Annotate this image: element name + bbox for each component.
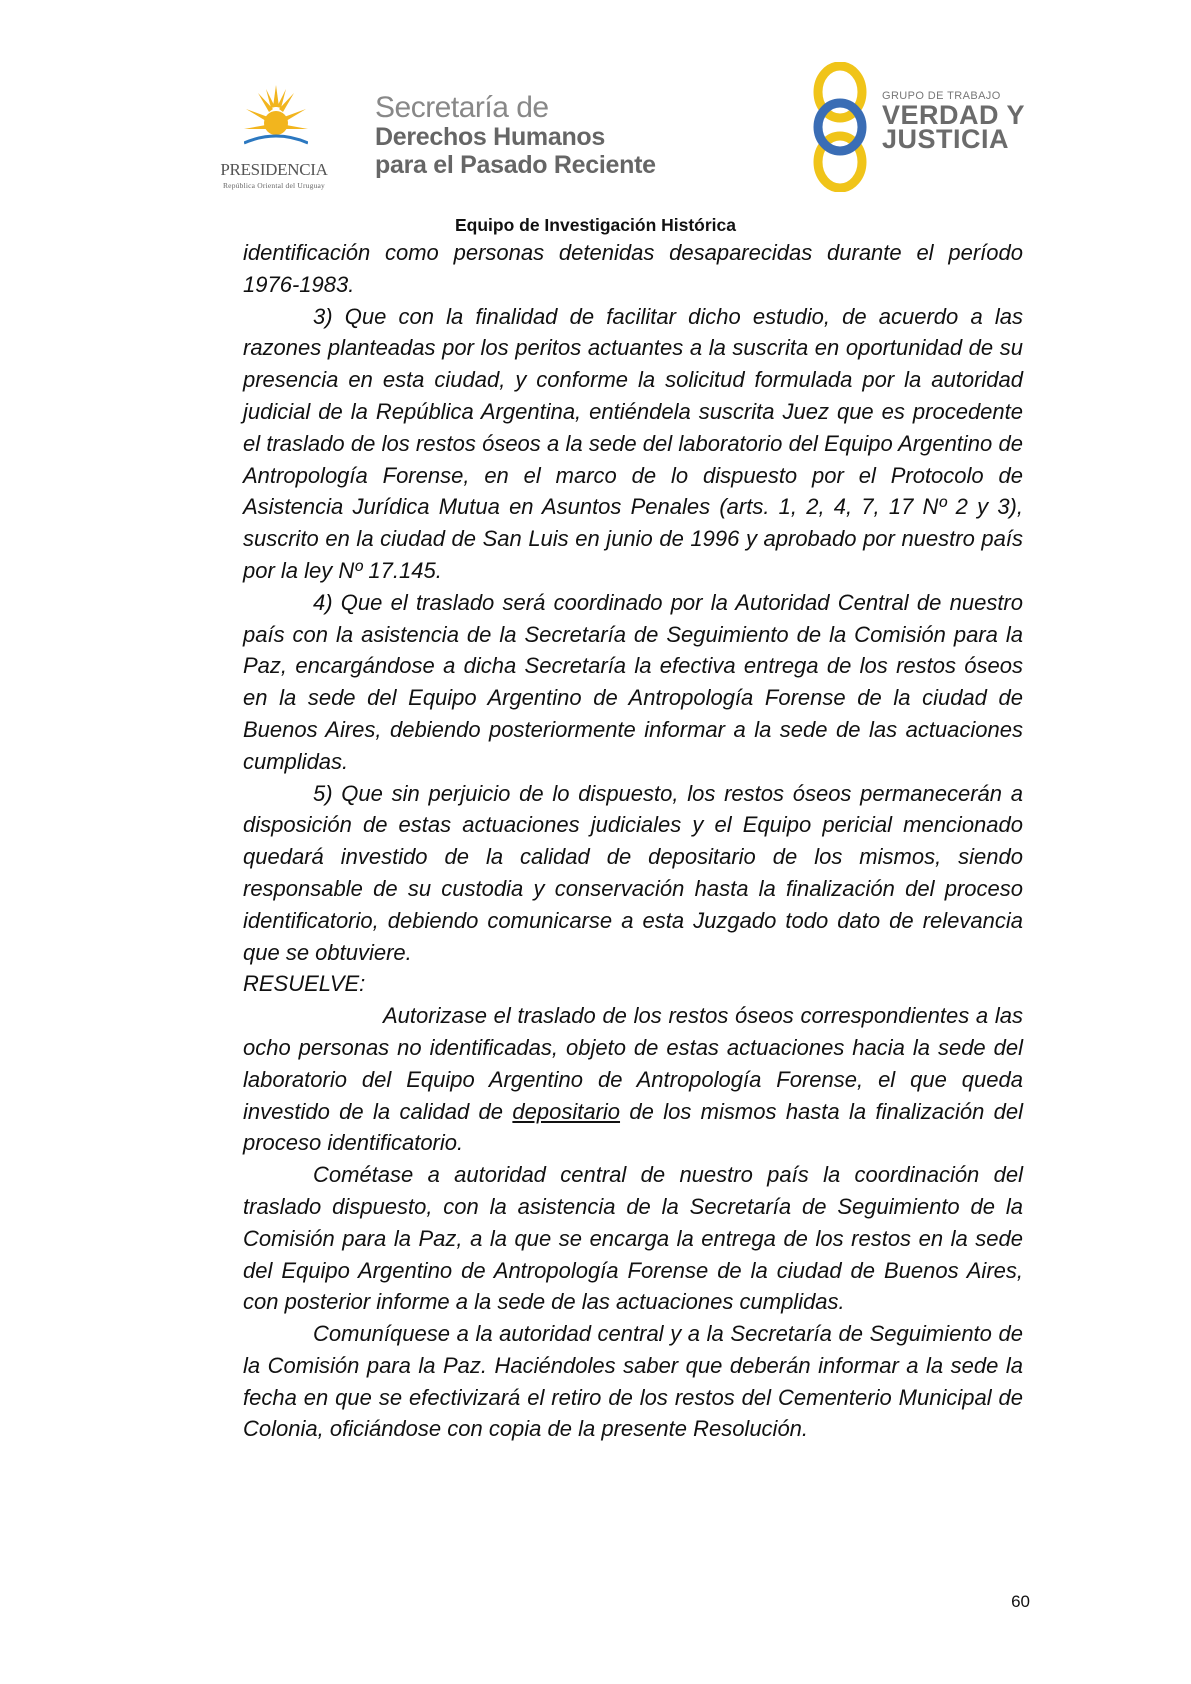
paragraph-5: 5) Que sin perjuicio de lo dispuesto, los restos óseos permanecerán a disposición de estas actuaciones judiciales y el Equipo pericial mencionado quedará investido de la calidad de depositario de los mismos, siendo responsable de su custodia y conservación hasta la finalización del proceso identificatorio, debiendo comunicarse a esta Juzgado todo dato de relevancia que se obtuviere.: [243, 780, 1023, 965]
secretaria-line3: para el Pasado Reciente: [375, 151, 656, 179]
presidencia-name: PRESIDENCIA: [220, 160, 328, 179]
paragraph-cometase: Cométase a autoridad central de nuestro país la coordinación del traslado dispuesto, con la asistencia de la Secretaría de Seguimiento de la Comisión para la Paz, a la que se encarga la entrega de los restos en la sede del Equipo Argentino de Antropología Forense de la ciudad de Buenos Aires, con posterior informe a la sede de las actuaciones cumplidas.: [243, 1162, 1023, 1315]
justicia-label: JUSTICIA: [882, 124, 1010, 154]
paragraph-3: 3) Que con la finalidad de facilitar dicho estudio, de acuerdo a las razones planteadas por los peritos actuantes a la suscrita en oportunidad de su presencia en esta ciudad, y conforme la solicitud formulada por la autoridad judicial de la República Argentina, entiéndela suscrita Juez que es procedente el traslado de los restos óseos a la sede del laboratorio del Equipo Argentino de Antropología Forense, en el marco de lo dispuesto por el Protocolo de Asistencia Jurídica Mutua en Asuntos Penales (arts. 1, 2, 4, 7, 17 Nº 2 y 3), suscrito en la ciudad de San Luis en junio de 1996 y aprobado por nuestro país por la ley Nº 17.145.: [243, 303, 1023, 583]
verdad-label: VERDAD Y: [882, 100, 1026, 130]
presidencia-subtitle: República Oriental del Uruguay: [222, 181, 325, 190]
autorizase-text-b: de los mismos hasta la finalización del proceso identificatorio.: [243, 1098, 1024, 1156]
chain-rings-icon: [810, 62, 870, 192]
paragraph-comuniquese: Comuníquese a la autoridad central y a la Secretaría de Seguimiento de la Comisión para la Paz. Haciéndoles saber que deberán informar a la sede la fecha en que se efectivizará el retiro de los restos del Cementerio Municipal de Colonia, oficiándose con copia de la presente Resolución.: [243, 1321, 1023, 1442]
page-header: [0, 55, 1191, 195]
paragraph-autorizase: [243, 1000, 1023, 1159]
verdad-justicia-logo: [810, 62, 1040, 192]
team-heading: Equipo de Investigación Histórica: [454, 215, 737, 235]
paragraph-continuation: identificación como personas detenidas desaparecidas durante el período 1976-1983.: [243, 240, 1023, 297]
presidencia-logo: [198, 85, 350, 190]
page-number: 60: [1011, 1592, 1030, 1611]
autorizase-text-a: Autorizase el traslado de los restos óseos correspondientes a las ocho personas no identificadas, objeto de estas actuaciones hacia la sede del laboratorio del Equipo Argentino de Antropología Forense, el que queda investido de la calidad de: [243, 1003, 1023, 1124]
resuelve-heading: RESUELVE:: [243, 971, 366, 997]
secretaria-line1: Secretaría de: [375, 91, 549, 124]
paragraph-4: 4) Que el traslado será coordinado por la Autoridad Central de nuestro país con la asistencia de la Secretaría de Seguimiento de la Comisión para la Paz, encargándose a dicha Secretaría la efectiva entrega de los restos óseos en la sede del Equipo Argentino de Antropología Forense de la ciudad de Buenos Aires, debiendo posteriormente informar a la sede de las actuaciones cumplidas.: [243, 589, 1023, 774]
depositario-underlined: depositario: [512, 1098, 621, 1124]
sun-icon: [244, 85, 308, 147]
grupo-trabajo-label: GRUPO DE TRABAJO: [882, 90, 1001, 102]
verdad-justicia-text: [882, 90, 1026, 154]
document-body: [243, 237, 1023, 1445]
secretaria-line2: Derechos Humanos: [375, 123, 605, 151]
secretaria-logo: [375, 93, 705, 179]
